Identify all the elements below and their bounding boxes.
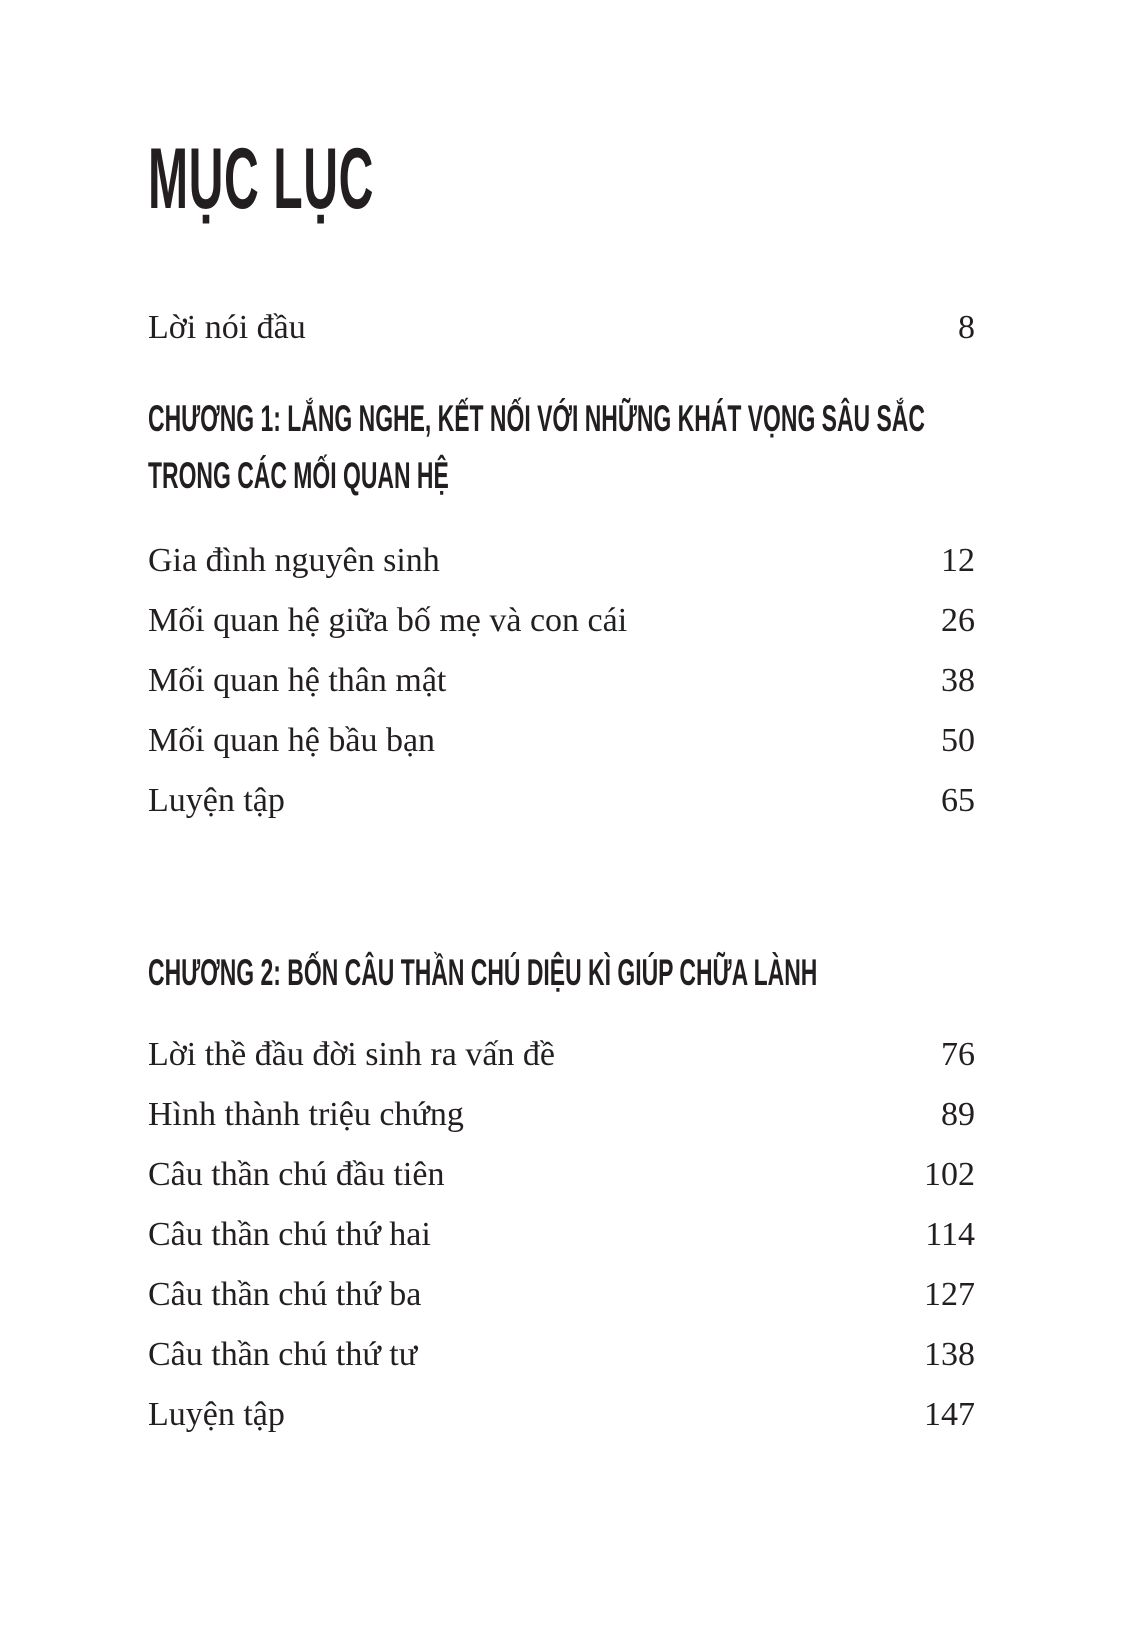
toc-entry-label: Lời thề đầu đời sinh ra vấn đề: [148, 1036, 556, 1073]
toc-entry-page-number: 26: [941, 602, 975, 639]
toc-entry-label: Lời nói đầu: [148, 309, 306, 346]
toc-entry-page-number: 65: [941, 782, 975, 819]
toc-entry-label: Câu thần chú thứ tư: [148, 1336, 418, 1373]
chapter-1-heading: [148, 390, 975, 504]
toc-entry-label: Câu thần chú đầu tiên: [148, 1156, 445, 1193]
toc-entry: [148, 531, 975, 591]
toc-entry-page-number: 50: [941, 722, 975, 759]
toc-entry: [148, 651, 975, 711]
toc-entry-label: Hình thành triệu chứng: [148, 1096, 464, 1133]
toc-entry-page-number: 138: [924, 1336, 975, 1373]
toc-entry-page-number: 89: [941, 1096, 975, 1133]
toc-entry-label: Gia đình nguyên sinh: [148, 542, 440, 579]
toc-entry-label: Mối quan hệ bầu bạn: [148, 722, 436, 759]
page-title: MỤC LỤC: [148, 131, 374, 227]
toc-content: [148, 0, 975, 1445]
chapter-2-heading: [148, 944, 975, 1001]
toc-entry-page-number: 147: [924, 1396, 975, 1433]
toc-entry-page-number: 8: [958, 309, 975, 346]
toc-entry-page-number: 38: [941, 662, 975, 699]
toc-entry: [148, 1265, 975, 1325]
toc-entry: [148, 1025, 975, 1085]
toc-entry: [148, 591, 975, 651]
toc-entry-page-number: 114: [925, 1216, 975, 1253]
chapter-1-entries: [148, 531, 975, 831]
toc-entry-label: Mối quan hệ giữa bố mẹ và con cái: [148, 602, 628, 639]
chapter-2-entries: [148, 1025, 975, 1445]
toc-entry-label: Luyện tập: [148, 782, 285, 819]
toc-entry: [148, 1085, 975, 1145]
toc-entry: [148, 771, 975, 831]
toc-entry: [148, 1385, 975, 1445]
toc-entry-page-number: 76: [941, 1036, 975, 1073]
toc-entry-page-number: 102: [924, 1156, 975, 1193]
toc-entry: [148, 1205, 975, 1265]
toc-entry: [148, 711, 975, 771]
toc-entry: [148, 1145, 975, 1205]
chapter-heading-line: CHƯƠNG 1: LẮNG NGHE, KẾT NỐI VỚI NHỮNG KHÁT VỌNG SÂU SẮC: [148, 398, 925, 439]
toc-entry-page-number: 127: [924, 1276, 975, 1313]
toc-entry-label: Câu thần chú thứ hai: [148, 1216, 431, 1253]
toc-entry-front-matter: [148, 298, 975, 358]
toc-entry-page-number: 12: [941, 542, 975, 579]
toc-entry-label: Mối quan hệ thân mật: [148, 662, 447, 699]
chapter-heading-line: CHƯƠNG 2: BỐN CÂU THẦN CHÚ DIỆU KÌ GIÚP CHỮA LÀNH: [148, 952, 818, 993]
chapter-heading-line: TRONG CÁC MỐI QUAN HỆ: [148, 455, 449, 496]
toc-entry: [148, 1325, 975, 1385]
toc-entry-label: Câu thần chú thứ ba: [148, 1276, 422, 1313]
toc-entry-label: Luyện tập: [148, 1396, 285, 1433]
